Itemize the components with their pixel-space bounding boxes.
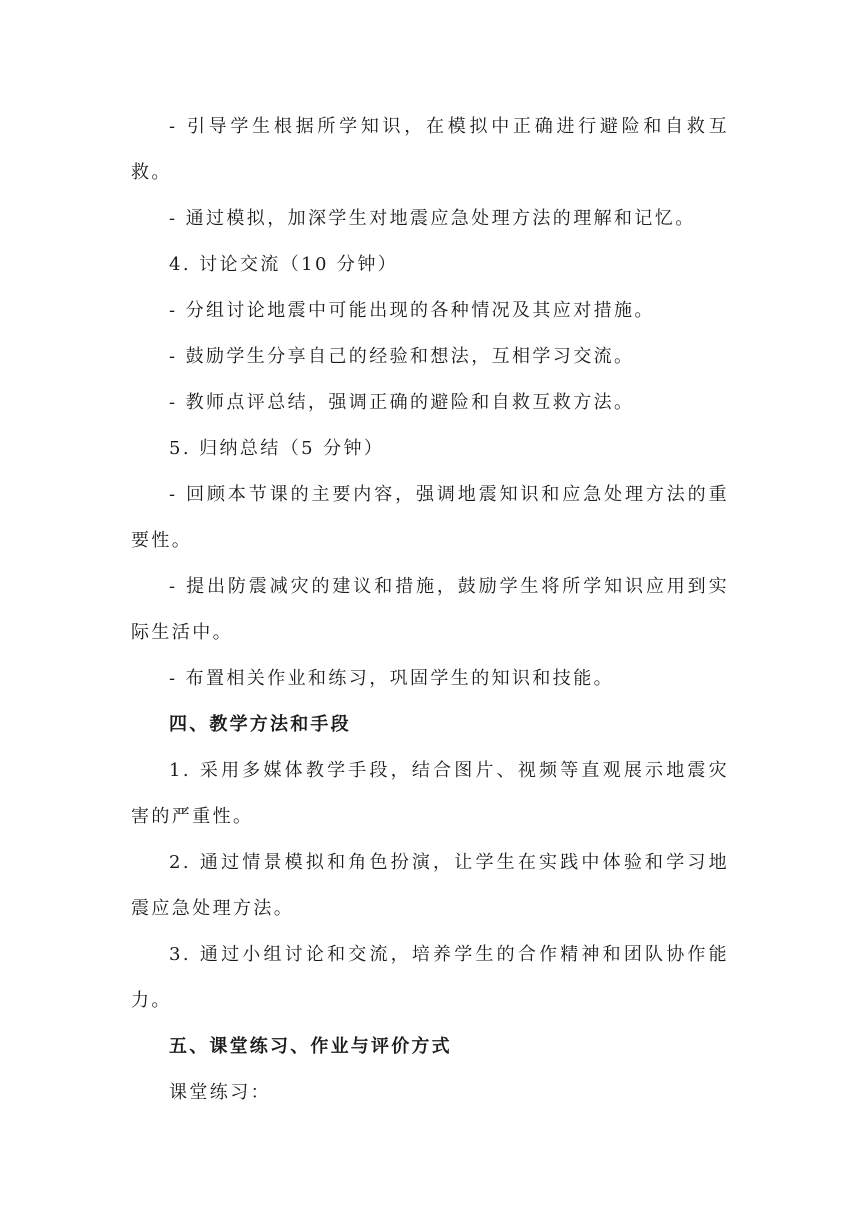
paragraph: 5. 归纳总结（5 分钟）	[169, 438, 385, 459]
paragraph: 4. 讨论交流（10 分钟）	[169, 254, 399, 275]
paragraph: - 通过模拟，加深学生对地震应急处理方法的理解和记忆。	[169, 208, 696, 229]
section-heading: 四、教学方法和手段	[169, 714, 351, 735]
paragraph: - 鼓励学生分享自己的经验和想法，互相学习交流。	[169, 346, 635, 367]
paragraph: - 回顾本节课的主要内容，强调地震知识和应急处理方法的重要性。	[131, 484, 729, 551]
paragraph: - 提出防震减灾的建议和措施，鼓励学生将所学知识应用到实际生活中。	[131, 576, 729, 643]
paragraph: - 分组讨论地震中可能出现的各种情况及其应对措施。	[169, 300, 655, 321]
paragraph: 2. 通过情景模拟和角色扮演，让学生在实践中体验和学习地震应急处理方法。	[131, 852, 729, 919]
paragraph: - 布置相关作业和练习，巩固学生的知识和技能。	[169, 668, 615, 689]
paragraph: - 教师点评总结，强调正确的避险和自救互救方法。	[169, 392, 635, 413]
paragraph: 课堂练习：	[169, 1082, 271, 1103]
section-heading: 五、课堂练习、作业与评价方式	[169, 1036, 452, 1057]
paragraph: - 引导学生根据所学知识，在模拟中正确进行避险和自救互救。	[131, 116, 729, 183]
paragraph: 3. 通过小组讨论和交流，培养学生的合作精神和团队协作能力。	[131, 944, 729, 1011]
paragraph: 1. 采用多媒体教学手段，结合图片、视频等直观展示地震灾害的严重性。	[131, 760, 729, 827]
document-body	[131, 104, 729, 1116]
